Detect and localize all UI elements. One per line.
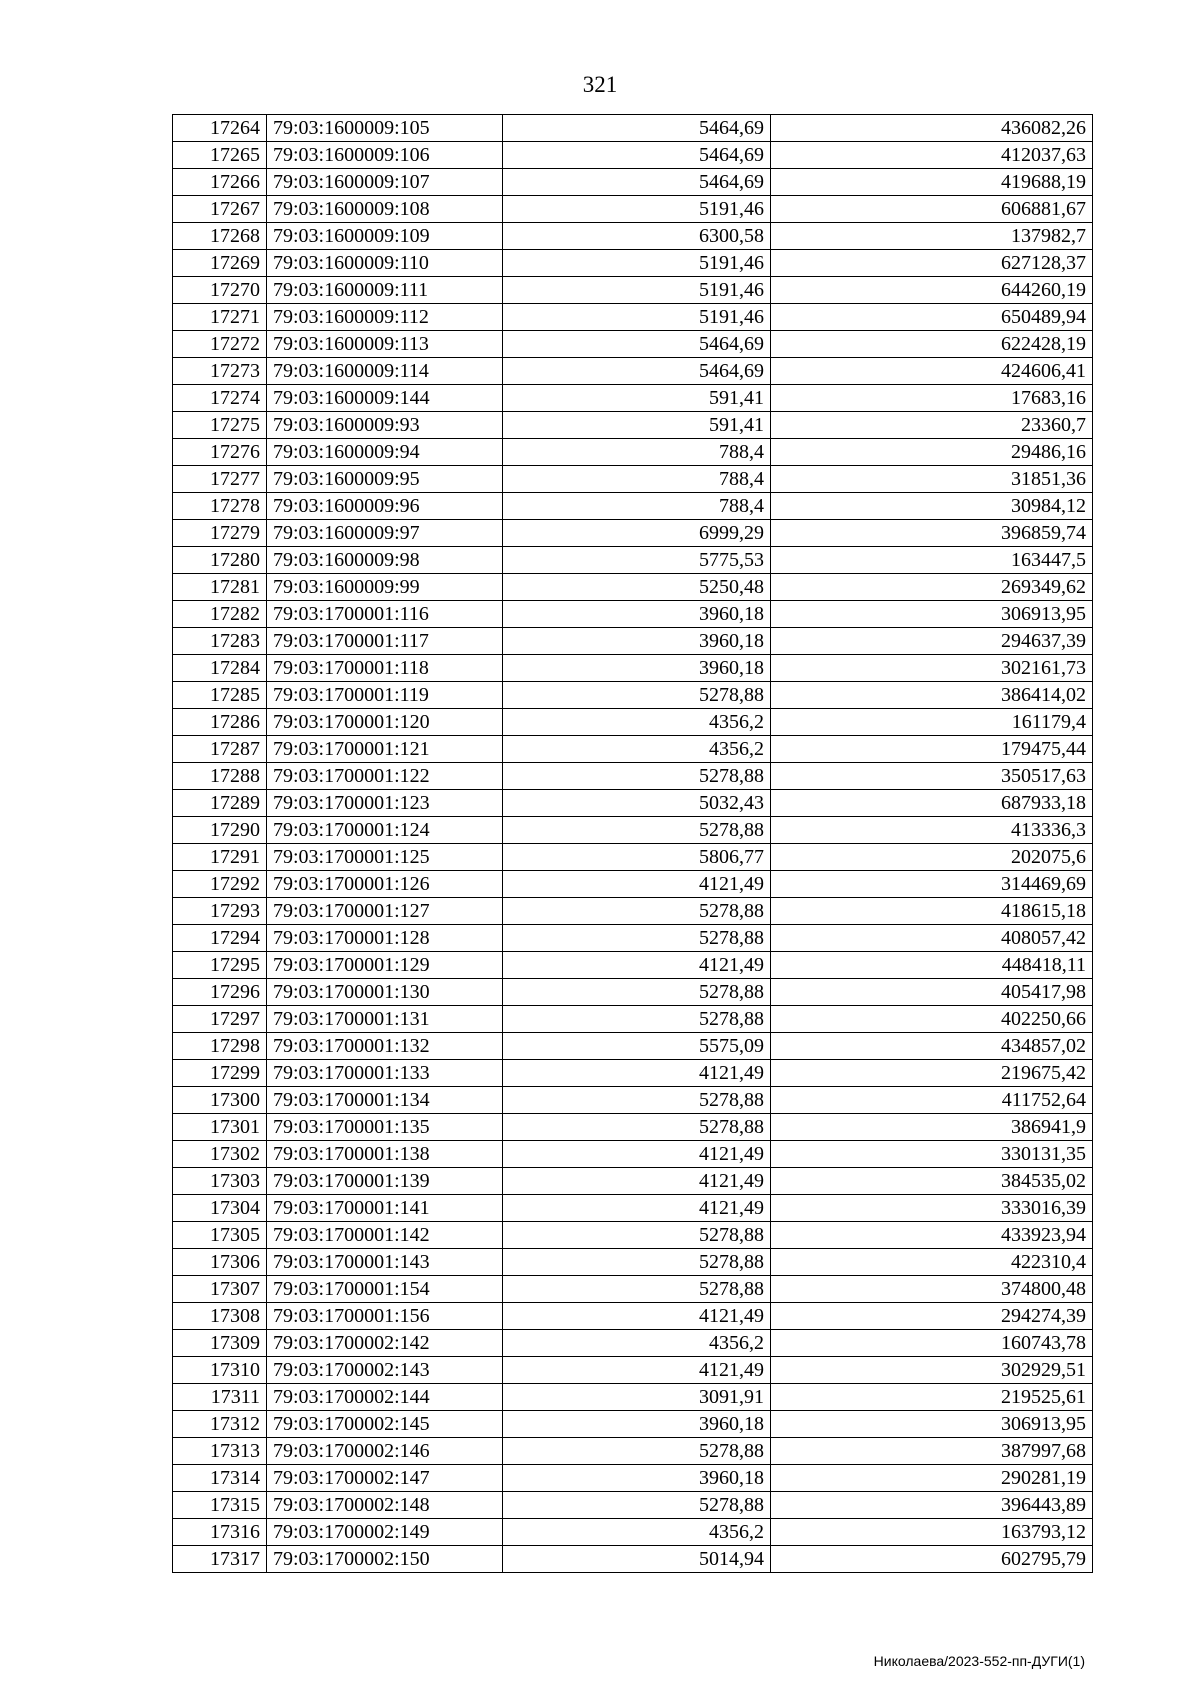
row-number-cell: 17277 [173, 466, 267, 493]
area-cell: 4356,2 [503, 736, 771, 763]
row-number-cell: 17281 [173, 574, 267, 601]
value-cell: 627128,37 [771, 250, 1093, 277]
value-cell: 163447,5 [771, 547, 1093, 574]
table-row [173, 547, 1093, 574]
cadastral-number-cell: 79:03:1600009:112 [267, 304, 503, 331]
cadastral-number-cell: 79:03:1600009:98 [267, 547, 503, 574]
row-number-cell: 17266 [173, 169, 267, 196]
cadastral-number-cell: 79:03:1700002:146 [267, 1438, 503, 1465]
table-row [173, 763, 1093, 790]
row-number-cell: 17270 [173, 277, 267, 304]
row-number-cell: 17264 [173, 115, 267, 142]
table-row [173, 1384, 1093, 1411]
area-cell: 4121,49 [503, 1060, 771, 1087]
area-cell: 4121,49 [503, 1141, 771, 1168]
row-number-cell: 17272 [173, 331, 267, 358]
value-cell: 314469,69 [771, 871, 1093, 898]
area-cell: 5464,69 [503, 358, 771, 385]
row-number-cell: 17292 [173, 871, 267, 898]
cadastral-number-cell: 79:03:1700001:143 [267, 1249, 503, 1276]
table-row [173, 1141, 1093, 1168]
row-number-cell: 17284 [173, 655, 267, 682]
row-number-cell: 17304 [173, 1195, 267, 1222]
area-cell: 6300,58 [503, 223, 771, 250]
area-cell: 4121,49 [503, 871, 771, 898]
value-cell: 161179,4 [771, 709, 1093, 736]
row-number-cell: 17303 [173, 1168, 267, 1195]
area-cell: 5250,48 [503, 574, 771, 601]
table-row [173, 574, 1093, 601]
row-number-cell: 17315 [173, 1492, 267, 1519]
table-row [173, 520, 1093, 547]
row-number-cell: 17299 [173, 1060, 267, 1087]
value-cell: 386414,02 [771, 682, 1093, 709]
value-cell: 302161,73 [771, 655, 1093, 682]
cadastral-number-cell: 79:03:1700002:145 [267, 1411, 503, 1438]
cadastral-number-cell: 79:03:1600009:99 [267, 574, 503, 601]
table-row [173, 1168, 1093, 1195]
cadastral-number-cell: 79:03:1700001:130 [267, 979, 503, 1006]
table-row [173, 250, 1093, 277]
cadastral-number-cell: 79:03:1700001:116 [267, 601, 503, 628]
area-cell: 5278,88 [503, 925, 771, 952]
cadastral-number-cell: 79:03:1700001:118 [267, 655, 503, 682]
table-row [173, 1357, 1093, 1384]
value-cell: 160743,78 [771, 1330, 1093, 1357]
table-row [173, 1411, 1093, 1438]
table-row [173, 466, 1093, 493]
area-cell: 5032,43 [503, 790, 771, 817]
table-row [173, 1195, 1093, 1222]
table-row [173, 979, 1093, 1006]
cadastral-number-cell: 79:03:1600009:108 [267, 196, 503, 223]
cadastral-number-cell: 79:03:1600009:144 [267, 385, 503, 412]
value-cell: 434857,02 [771, 1033, 1093, 1060]
cadastral-number-cell: 79:03:1700001:133 [267, 1060, 503, 1087]
value-cell: 306913,95 [771, 1411, 1093, 1438]
data-table [172, 114, 1093, 1573]
area-cell: 5278,88 [503, 1276, 771, 1303]
area-cell: 5014,94 [503, 1546, 771, 1573]
cadastral-number-cell: 79:03:1600009:110 [267, 250, 503, 277]
row-number-cell: 17317 [173, 1546, 267, 1573]
area-cell: 591,41 [503, 412, 771, 439]
value-cell: 386941,9 [771, 1114, 1093, 1141]
area-cell: 4121,49 [503, 952, 771, 979]
value-cell: 219525,61 [771, 1384, 1093, 1411]
area-cell: 5191,46 [503, 304, 771, 331]
row-number-cell: 17287 [173, 736, 267, 763]
table-body [173, 115, 1093, 1573]
cadastral-number-cell: 79:03:1700001:139 [267, 1168, 503, 1195]
value-cell: 622428,19 [771, 331, 1093, 358]
area-cell: 5278,88 [503, 898, 771, 925]
area-cell: 788,4 [503, 493, 771, 520]
cadastral-number-cell: 79:03:1700001:135 [267, 1114, 503, 1141]
table-row [173, 385, 1093, 412]
cadastral-number-cell: 79:03:1700001:120 [267, 709, 503, 736]
row-number-cell: 17278 [173, 493, 267, 520]
area-cell: 5278,88 [503, 1006, 771, 1033]
table-row [173, 1087, 1093, 1114]
table-row [173, 1546, 1093, 1573]
row-number-cell: 17307 [173, 1276, 267, 1303]
table-row [173, 1465, 1093, 1492]
area-cell: 4356,2 [503, 1519, 771, 1546]
area-cell: 4121,49 [503, 1303, 771, 1330]
cadastral-number-cell: 79:03:1600009:114 [267, 358, 503, 385]
area-cell: 4121,49 [503, 1357, 771, 1384]
value-cell: 302929,51 [771, 1357, 1093, 1384]
row-number-cell: 17298 [173, 1033, 267, 1060]
table-row [173, 628, 1093, 655]
table-row [173, 871, 1093, 898]
row-number-cell: 17295 [173, 952, 267, 979]
value-cell: 294637,39 [771, 628, 1093, 655]
table-row [173, 1006, 1093, 1033]
page-number: 321 [582, 72, 618, 97]
row-number-cell: 17306 [173, 1249, 267, 1276]
value-cell: 333016,39 [771, 1195, 1093, 1222]
row-number-cell: 17311 [173, 1384, 267, 1411]
area-cell: 3960,18 [503, 1411, 771, 1438]
value-cell: 137982,7 [771, 223, 1093, 250]
row-number-cell: 17280 [173, 547, 267, 574]
area-cell: 4121,49 [503, 1195, 771, 1222]
cadastral-number-cell: 79:03:1700001:123 [267, 790, 503, 817]
table-row [173, 1114, 1093, 1141]
table-row [173, 412, 1093, 439]
row-number-cell: 17294 [173, 925, 267, 952]
row-number-cell: 17271 [173, 304, 267, 331]
row-number-cell: 17269 [173, 250, 267, 277]
cadastral-number-cell: 79:03:1700001:117 [267, 628, 503, 655]
value-cell: 448418,11 [771, 952, 1093, 979]
cadastral-number-cell: 79:03:1700001:125 [267, 844, 503, 871]
area-cell: 5575,09 [503, 1033, 771, 1060]
table-row [173, 277, 1093, 304]
row-number-cell: 17293 [173, 898, 267, 925]
area-cell: 3960,18 [503, 601, 771, 628]
row-number-cell: 17268 [173, 223, 267, 250]
table-row [173, 1060, 1093, 1087]
area-cell: 5775,53 [503, 547, 771, 574]
area-cell: 5464,69 [503, 115, 771, 142]
row-number-cell: 17316 [173, 1519, 267, 1546]
cadastral-number-cell: 79:03:1700002:148 [267, 1492, 503, 1519]
area-cell: 591,41 [503, 385, 771, 412]
row-number-cell: 17275 [173, 412, 267, 439]
cadastral-number-cell: 79:03:1600009:111 [267, 277, 503, 304]
value-cell: 294274,39 [771, 1303, 1093, 1330]
value-cell: 330131,35 [771, 1141, 1093, 1168]
value-cell: 413336,3 [771, 817, 1093, 844]
area-cell: 5278,88 [503, 1249, 771, 1276]
area-cell: 5278,88 [503, 1087, 771, 1114]
table-row [173, 655, 1093, 682]
area-cell: 5278,88 [503, 1438, 771, 1465]
table-row [173, 1519, 1093, 1546]
row-number-cell: 17274 [173, 385, 267, 412]
area-cell: 788,4 [503, 466, 771, 493]
cadastral-number-cell: 79:03:1700001:142 [267, 1222, 503, 1249]
table-row [173, 682, 1093, 709]
cadastral-number-cell: 79:03:1600009:95 [267, 466, 503, 493]
table-row [173, 925, 1093, 952]
table-row [173, 142, 1093, 169]
value-cell: 411752,64 [771, 1087, 1093, 1114]
cadastral-number-cell: 79:03:1700001:121 [267, 736, 503, 763]
table-row [173, 439, 1093, 466]
area-cell: 4356,2 [503, 1330, 771, 1357]
value-cell: 436082,26 [771, 115, 1093, 142]
table-row [173, 304, 1093, 331]
area-cell: 4121,49 [503, 1168, 771, 1195]
row-number-cell: 17291 [173, 844, 267, 871]
area-cell: 3960,18 [503, 1465, 771, 1492]
cadastral-number-cell: 79:03:1700001:138 [267, 1141, 503, 1168]
value-cell: 387997,68 [771, 1438, 1093, 1465]
row-number-cell: 17297 [173, 1006, 267, 1033]
table-row [173, 493, 1093, 520]
area-cell: 5278,88 [503, 1492, 771, 1519]
value-cell: 644260,19 [771, 277, 1093, 304]
cadastral-number-cell: 79:03:1600009:94 [267, 439, 503, 466]
cadastral-number-cell: 79:03:1700002:149 [267, 1519, 503, 1546]
table-row [173, 709, 1093, 736]
value-cell: 606881,67 [771, 196, 1093, 223]
cadastral-number-cell: 79:03:1600009:96 [267, 493, 503, 520]
table-row [173, 601, 1093, 628]
cadastral-number-cell: 79:03:1600009:109 [267, 223, 503, 250]
row-number-cell: 17288 [173, 763, 267, 790]
row-number-cell: 17308 [173, 1303, 267, 1330]
value-cell: 269349,62 [771, 574, 1093, 601]
cadastral-number-cell: 79:03:1600009:105 [267, 115, 503, 142]
row-number-cell: 17276 [173, 439, 267, 466]
cadastral-number-cell: 79:03:1700002:142 [267, 1330, 503, 1357]
table-row [173, 1492, 1093, 1519]
area-cell: 3091,91 [503, 1384, 771, 1411]
value-cell: 433923,94 [771, 1222, 1093, 1249]
area-cell: 5278,88 [503, 1222, 771, 1249]
value-cell: 29486,16 [771, 439, 1093, 466]
value-cell: 687933,18 [771, 790, 1093, 817]
row-number-cell: 17289 [173, 790, 267, 817]
cadastral-number-cell: 79:03:1700001:131 [267, 1006, 503, 1033]
cadastral-number-cell: 79:03:1700001:122 [267, 763, 503, 790]
table-row [173, 1330, 1093, 1357]
table-row [173, 952, 1093, 979]
row-number-cell: 17285 [173, 682, 267, 709]
value-cell: 396443,89 [771, 1492, 1093, 1519]
area-cell: 5464,69 [503, 169, 771, 196]
value-cell: 419688,19 [771, 169, 1093, 196]
table-row [173, 358, 1093, 385]
cadastral-number-cell: 79:03:1700001:154 [267, 1276, 503, 1303]
row-number-cell: 17282 [173, 601, 267, 628]
cadastral-number-cell: 79:03:1600009:107 [267, 169, 503, 196]
value-cell: 350517,63 [771, 763, 1093, 790]
cadastral-number-cell: 79:03:1700001:128 [267, 925, 503, 952]
row-number-cell: 17290 [173, 817, 267, 844]
value-cell: 290281,19 [771, 1465, 1093, 1492]
value-cell: 412037,63 [771, 142, 1093, 169]
value-cell: 422310,4 [771, 1249, 1093, 1276]
cadastral-number-cell: 79:03:1700001:141 [267, 1195, 503, 1222]
value-cell: 384535,02 [771, 1168, 1093, 1195]
area-cell: 5191,46 [503, 277, 771, 304]
area-cell: 5464,69 [503, 331, 771, 358]
table-row [173, 1276, 1093, 1303]
cadastral-number-cell: 79:03:1600009:97 [267, 520, 503, 547]
table-row [173, 1222, 1093, 1249]
cadastral-number-cell: 79:03:1700002:144 [267, 1384, 503, 1411]
row-number-cell: 17302 [173, 1141, 267, 1168]
table-row [173, 1033, 1093, 1060]
area-cell: 788,4 [503, 439, 771, 466]
value-cell: 602795,79 [771, 1546, 1093, 1573]
value-cell: 202075,6 [771, 844, 1093, 871]
table-row [173, 1249, 1093, 1276]
table-row [173, 331, 1093, 358]
value-cell: 424606,41 [771, 358, 1093, 385]
cadastral-number-cell: 79:03:1700002:150 [267, 1546, 503, 1573]
value-cell: 374800,48 [771, 1276, 1093, 1303]
cadastral-number-cell: 79:03:1700001:129 [267, 952, 503, 979]
area-cell: 3960,18 [503, 655, 771, 682]
area-cell: 5278,88 [503, 1114, 771, 1141]
value-cell: 179475,44 [771, 736, 1093, 763]
value-cell: 396859,74 [771, 520, 1093, 547]
value-cell: 306913,95 [771, 601, 1093, 628]
area-cell: 5278,88 [503, 682, 771, 709]
table-row [173, 736, 1093, 763]
area-cell: 4356,2 [503, 709, 771, 736]
cadastral-number-cell: 79:03:1700002:147 [267, 1465, 503, 1492]
value-cell: 402250,66 [771, 1006, 1093, 1033]
row-number-cell: 17279 [173, 520, 267, 547]
value-cell: 219675,42 [771, 1060, 1093, 1087]
table-row [173, 196, 1093, 223]
row-number-cell: 17312 [173, 1411, 267, 1438]
area-cell: 5464,69 [503, 142, 771, 169]
row-number-cell: 17273 [173, 358, 267, 385]
row-number-cell: 17305 [173, 1222, 267, 1249]
row-number-cell: 17296 [173, 979, 267, 1006]
table-row [173, 898, 1093, 925]
value-cell: 23360,7 [771, 412, 1093, 439]
area-cell: 3960,18 [503, 628, 771, 655]
cadastral-number-cell: 79:03:1700001:134 [267, 1087, 503, 1114]
row-number-cell: 17301 [173, 1114, 267, 1141]
value-cell: 650489,94 [771, 304, 1093, 331]
table-row [173, 223, 1093, 250]
cadastral-number-cell: 79:03:1700001:126 [267, 871, 503, 898]
cadastral-number-cell: 79:03:1700002:143 [267, 1357, 503, 1384]
value-cell: 405417,98 [771, 979, 1093, 1006]
row-number-cell: 17286 [173, 709, 267, 736]
cadastral-number-cell: 79:03:1700001:124 [267, 817, 503, 844]
row-number-cell: 17300 [173, 1087, 267, 1114]
cadastral-number-cell: 79:03:1600009:113 [267, 331, 503, 358]
cadastral-number-cell: 79:03:1700001:127 [267, 898, 503, 925]
cadastral-number-cell: 79:03:1700001:132 [267, 1033, 503, 1060]
row-number-cell: 17283 [173, 628, 267, 655]
row-number-cell: 17265 [173, 142, 267, 169]
table-row [173, 1303, 1093, 1330]
document-footer-id: Николаева/2023-552-пп-ДУГИ(1) [873, 1653, 1085, 1669]
table-row [173, 1438, 1093, 1465]
area-cell: 5278,88 [503, 979, 771, 1006]
table-row [173, 790, 1093, 817]
row-number-cell: 17313 [173, 1438, 267, 1465]
area-cell: 6999,29 [503, 520, 771, 547]
area-cell: 5191,46 [503, 196, 771, 223]
value-cell: 163793,12 [771, 1519, 1093, 1546]
area-cell: 5278,88 [503, 763, 771, 790]
cadastral-number-cell: 79:03:1700001:156 [267, 1303, 503, 1330]
table-row [173, 115, 1093, 142]
area-cell: 5806,77 [503, 844, 771, 871]
area-cell: 5191,46 [503, 250, 771, 277]
row-number-cell: 17314 [173, 1465, 267, 1492]
table-row [173, 844, 1093, 871]
row-number-cell: 17310 [173, 1357, 267, 1384]
value-cell: 17683,16 [771, 385, 1093, 412]
value-cell: 418615,18 [771, 898, 1093, 925]
cadastral-number-cell: 79:03:1700001:119 [267, 682, 503, 709]
value-cell: 408057,42 [771, 925, 1093, 952]
cadastral-number-cell: 79:03:1600009:93 [267, 412, 503, 439]
row-number-cell: 17267 [173, 196, 267, 223]
value-cell: 30984,12 [771, 493, 1093, 520]
value-cell: 31851,36 [771, 466, 1093, 493]
table-row [173, 169, 1093, 196]
area-cell: 5278,88 [503, 817, 771, 844]
table-row [173, 817, 1093, 844]
cadastral-number-cell: 79:03:1600009:106 [267, 142, 503, 169]
row-number-cell: 17309 [173, 1330, 267, 1357]
